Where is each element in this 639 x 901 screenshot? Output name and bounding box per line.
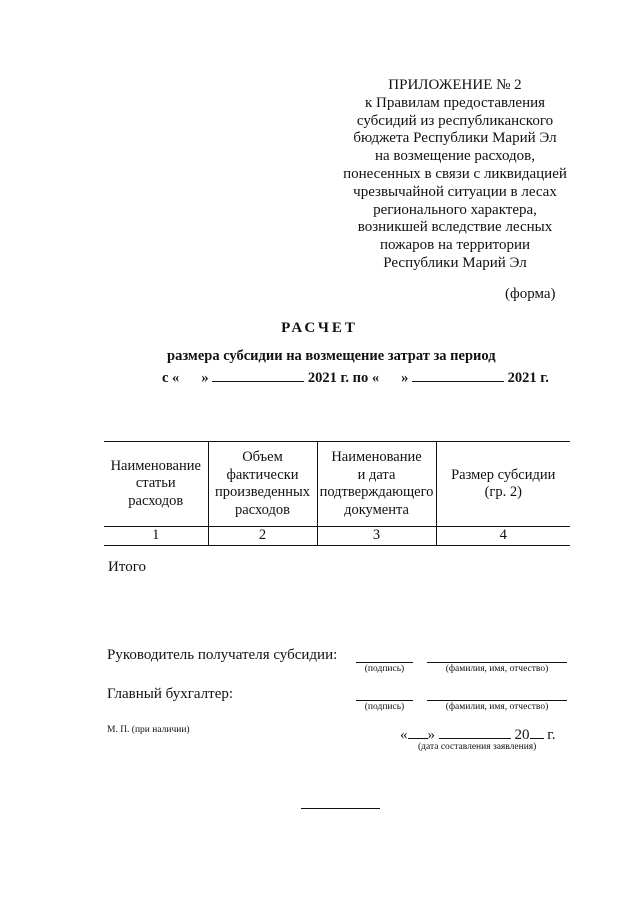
header-line: Наименование: [331, 449, 422, 465]
appendix-line: возникшей вследствие лесных: [357, 219, 553, 236]
date-month-field[interactable]: [439, 724, 511, 739]
accountant-name-field[interactable]: [427, 700, 567, 701]
stamp-label: М. П. (при наличии): [107, 725, 190, 735]
header-line: фактически: [226, 466, 299, 483]
header-line: Наименование: [110, 457, 201, 474]
form-label: (форма): [505, 286, 556, 302]
period-from-close: »: [201, 370, 209, 386]
calculation-table: [104, 441, 570, 546]
date-century: 20: [514, 727, 530, 743]
header-line: произведенных: [214, 484, 311, 500]
footer-divider: [301, 808, 380, 809]
date-suffix: г.: [547, 727, 556, 743]
accountant-signature-caption: (подпись): [364, 702, 405, 712]
header-expense-item: [104, 442, 208, 527]
date-year-field[interactable]: [530, 724, 544, 739]
date-line: [400, 724, 555, 744]
head-name-caption: (фамилия, имя, отчество): [445, 664, 549, 674]
period-to-month-field[interactable]: [412, 367, 504, 382]
period-line: [162, 367, 549, 387]
date-open-quote: «: [400, 727, 408, 743]
header-supporting-document: [317, 442, 436, 527]
accountant-name-caption: (фамилия, имя, отчество): [445, 702, 549, 712]
header-line: Размер субсидии: [451, 466, 556, 483]
appendix-line: ПРИЛОЖЕНИЕ № 2: [388, 77, 522, 93]
header-line: Объем: [242, 449, 283, 465]
header-subsidy-amount: [436, 442, 570, 527]
appendix-line: бюджета Республики Марий Эл: [353, 130, 557, 147]
column-number: 1: [104, 527, 208, 546]
head-name-field[interactable]: [427, 662, 567, 663]
accountant-signature-label: Главный бухгалтер:: [107, 686, 234, 702]
appendix-line: понесенных в связи с ликвидацией: [343, 165, 567, 182]
header-line: подтверждающего: [319, 484, 434, 500]
header-line: статьи: [135, 475, 176, 492]
date-close-quote: »: [427, 727, 435, 743]
head-signature-caption: (подпись): [364, 664, 405, 674]
appendix-line: к Правилам предоставления: [364, 94, 546, 111]
appendix-line: чрезвычайной ситуации в лесах: [353, 183, 557, 200]
header-line: документа: [344, 501, 409, 518]
header-actual-expenses: [208, 442, 317, 527]
total-label: Итого: [108, 559, 146, 575]
head-signature-field[interactable]: [356, 662, 413, 663]
appendix-line: субсидий из республиканского: [356, 112, 554, 129]
document-title: РАСЧЕТ: [281, 320, 358, 336]
period-from-prefix: с «: [162, 370, 180, 386]
table-number-row: [104, 527, 570, 546]
table-header-row: [104, 442, 570, 527]
header-line: расходов: [235, 501, 290, 518]
appendix-line: пожаров на территории: [379, 237, 531, 254]
column-number: 3: [317, 527, 436, 546]
date-caption: (дата составления заявления): [418, 742, 537, 752]
appendix-header: [330, 77, 580, 273]
header-line: (гр. 2): [484, 484, 522, 500]
document-subtitle: размера субсидии на возмещение затрат за период: [167, 348, 496, 364]
period-year-to: 2021 г.: [507, 370, 549, 386]
appendix-line: регионального характера,: [373, 201, 537, 218]
head-signature-label: Руководитель получателя субсидии:: [107, 647, 338, 663]
column-number: 4: [436, 527, 570, 546]
period-from-month-field[interactable]: [212, 367, 304, 382]
header-line: расходов: [128, 492, 184, 509]
appendix-line: Республики Марий Эл: [383, 254, 527, 271]
period-year-from: 2021 г. по «: [307, 370, 380, 386]
period-to-close: »: [401, 370, 409, 386]
date-day-field[interactable]: [408, 724, 428, 739]
column-number: 2: [208, 527, 317, 546]
appendix-line: на возмещение расходов,: [374, 148, 536, 165]
accountant-signature-field[interactable]: [356, 700, 413, 701]
header-line: и дата: [357, 466, 396, 483]
